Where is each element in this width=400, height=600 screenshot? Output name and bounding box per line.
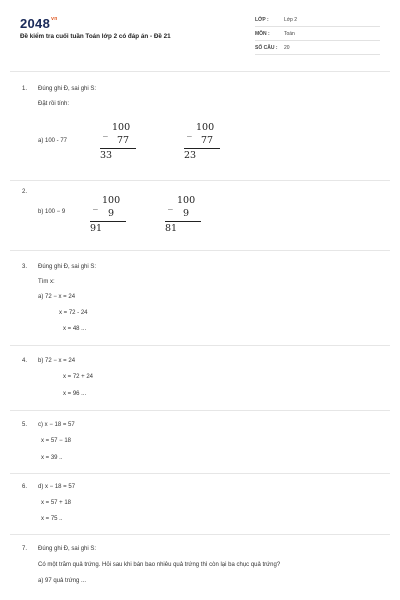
equation-line: x = 57 − 18 (41, 438, 72, 444)
question-number: 2. (22, 189, 28, 195)
divider (10, 250, 390, 251)
document-title: Đề kiểm tra cuối tuần Toán lớp 2 có đáp án - Đề 21 (20, 33, 171, 40)
question-instruction: Đúng ghi Đ, sai ghi S: (38, 264, 97, 270)
equation-line: x = 39 .. (41, 455, 63, 461)
minuend: 100 (112, 122, 131, 133)
equation-line: c) x − 18 = 57 (38, 422, 75, 428)
meta-class: LỚP : Lớp 2 (255, 15, 380, 27)
result-line (165, 221, 201, 222)
equation-line: x = 75 .. (41, 516, 63, 522)
question-text: Có một trăm quả trứng. Hỏi sau khi bán bao nhiêu quả trứng thì còn lại ba chục quả trứng? (38, 562, 281, 568)
equation-line: x = 72 - 24 (59, 310, 88, 316)
result: 23 (184, 150, 197, 161)
question-number: 4. (22, 358, 28, 364)
minus-sign: _ (187, 126, 192, 137)
site-logo[interactable]: $2048^{vn}$ (20, 16, 58, 31)
question-instruction: Đúng ghi Đ, sai ghi S: (38, 86, 97, 92)
minuend: 100 (177, 195, 196, 206)
question-number: 3. (22, 264, 28, 270)
subtrahend: 9 (108, 208, 115, 219)
divider (10, 473, 390, 474)
column-subtraction (100, 122, 140, 164)
meta-subject: MÔN : Toán (255, 29, 380, 41)
column-subtraction (184, 122, 224, 164)
question-sub: Đặt rồi tính: (38, 101, 70, 107)
divider (10, 180, 390, 181)
minus-sign: _ (103, 126, 108, 137)
result-line (184, 148, 220, 149)
meta-question-count: SỐ CÂU : 20 (255, 43, 380, 55)
question-number: 1. (22, 86, 28, 92)
question-number: 5. (22, 422, 28, 428)
equation-line: d) x − 18 = 57 (38, 484, 76, 490)
minuend: 100 (196, 122, 215, 133)
result-line (100, 148, 136, 149)
divider (10, 71, 390, 72)
subtrahend: 9 (183, 208, 190, 219)
question-number: 7. (22, 546, 28, 552)
question-sub: Tìm x: (38, 279, 55, 285)
column-subtraction (90, 195, 130, 237)
minuend: 100 (102, 195, 121, 206)
equation-line: b) 72 − x = 24 (38, 358, 76, 364)
equation-line: x = 57 + 18 (41, 500, 72, 506)
result: 91 (90, 223, 103, 234)
part-label: b) 100 − 9 (38, 209, 66, 215)
equation-line: a) 72 − x = 24 (38, 294, 76, 300)
subtrahend: 77 (201, 135, 214, 146)
equation-line: x = 72 + 24 (63, 374, 94, 380)
equation-line: x = 96 ... (63, 391, 87, 397)
question-number: 6. (22, 484, 28, 490)
column-subtraction (165, 195, 205, 237)
subtrahend: 77 (117, 135, 130, 146)
divider (10, 345, 390, 346)
result: 33 (100, 150, 113, 161)
divider (10, 410, 390, 411)
answer-option: a) 97 quả trứng ... (38, 578, 87, 584)
minus-sign: _ (168, 199, 173, 210)
equation-line: x = 48 ... (63, 326, 87, 332)
part-label: a) 100 - 77 (38, 138, 68, 144)
divider (10, 534, 390, 535)
question-instruction: Đúng ghi Đ, sai ghi S: (38, 546, 97, 552)
minus-sign: _ (93, 199, 98, 210)
result-line (90, 221, 126, 222)
result: 81 (165, 223, 178, 234)
